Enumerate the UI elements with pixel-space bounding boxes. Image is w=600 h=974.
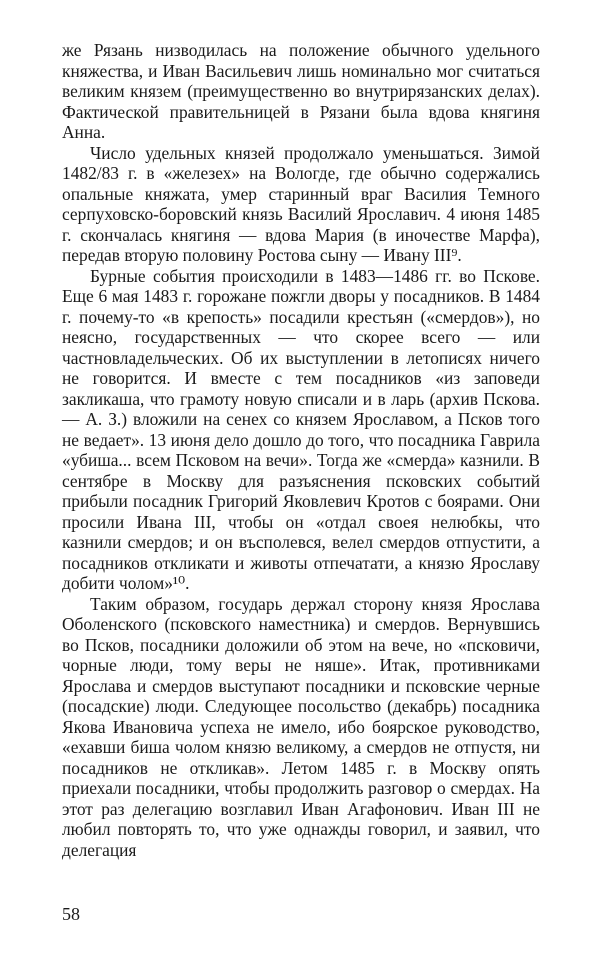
paragraph-4: Таким образом, государь держал сторону князя Ярослава Оболенского (псковского наместника) и смердов. Вернувшись во Псков, посадники доложили об этом на вече, но «псковичи, чорные люди, тому веры не няше». Итак, противниками Ярослава и смердов выступают посадники и псковские черные (посадские) люди. Следующее посольство (декабрь) посадника Якова Ивановича успеха не имело, ибо боярское руководство, «ехавши биша чолом князю великому, а смердов не отпустя, ни посадников не откликав». Летом 1485 г. в Москву опять приехали посадники, чтобы продолжить разговор о смердах. На этот раз делегацию возглавил Иван Агафонович. Иван III не любил повторять то, что уже однажды говорил, и заявил, что делегация (62, 593, 540, 860)
page-number: 58 (62, 904, 80, 924)
page-text (62, 40, 540, 860)
paragraph-2: Число удельных князей продолжало уменьшаться. Зимой 1482/83 г. в «железех» на Вологде, где обычно содержались опальные княжата, умер старинный враг Василия Темного серпуховско-боровский князь Василий Ярославич. 4 июня 1485 г. скончалась княгиня — вдова Мария (в иночестве Марфа), передав вторую половину Ростова сыну — Ивану III⁹. (62, 142, 540, 265)
paragraph-3: Бурные события происходили в 1483—1486 гг. во Пскове. Еще 6 мая 1483 г. горожане пожгли дворы у посадников. В 1484 г. почему-то «в крепость» посадили крестьян («смердов»), но неясно, государственных — что скорее всего — или частновладельческих. Об их выступлении в летописях ничего не говорится. И вместе с тем посадников «из заповеди закликаша, что грамоту новую списали и в ларь (архив Пскова. — А. З.) вложили на сенех со князем Ярославом, а Псков того не ведает». 13 июня дело дошло до того, что посадника Гаврила «убиша... всем Псковом на вечи». Тогда же «смерда» казнили. В сентябре в Москву для разъяснения псковских событий прибыли посадник Григорий Яковлевич Кротов с боярами. Они просили Ивана III, чтобы он «отдал своея нелюбкы, что казнили смердов; и он въсполевся, велел смердов отпустити, а посадников откликати и животы отпечатати, а князю Ярославу добити чолом»¹⁰. (62, 265, 540, 593)
paragraph-1: же Рязань низводилась на положение обычного удельного княжества, и Иван Васильевич лишь номинально мог считаться великим князем (преимущественно во внутрирязанских делах). Фактической правительницей в Рязани была вдова княгиня Анна. (62, 40, 540, 142)
